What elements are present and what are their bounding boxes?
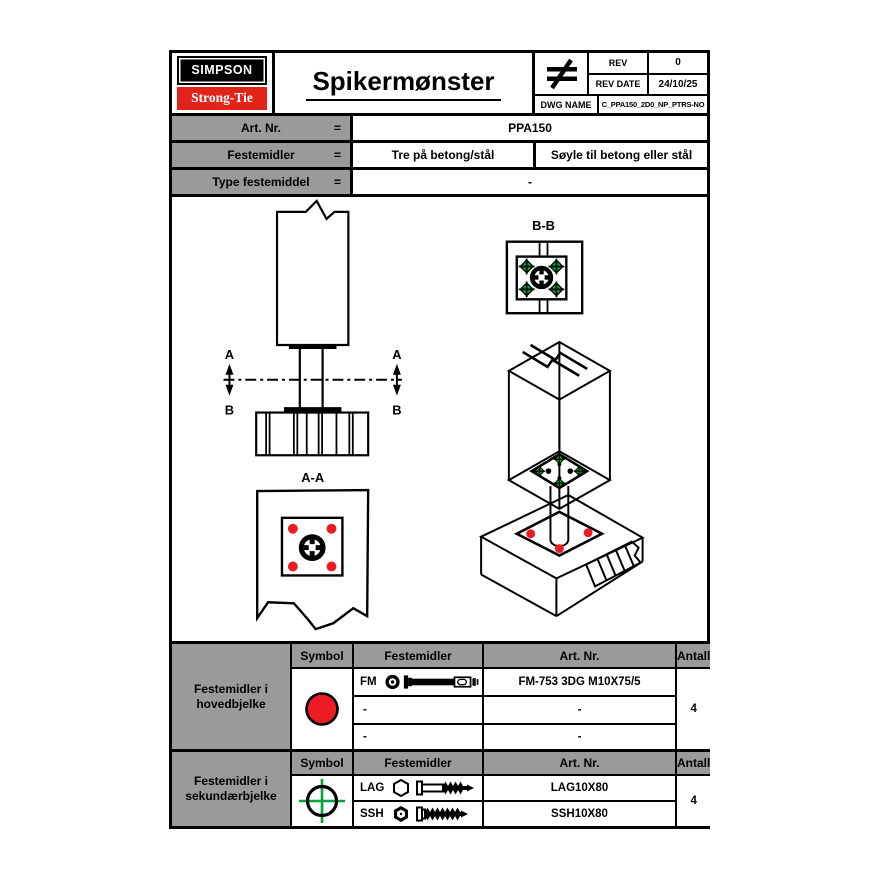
artnr-cell: SSH10X80	[484, 802, 675, 826]
anchor-dot	[288, 524, 298, 534]
anchor-bolt-icon	[384, 672, 482, 692]
festemidler-value-2: Søyle til betong eller stål	[550, 148, 693, 162]
info-row-artnr	[172, 116, 707, 143]
fastener-code: FM	[360, 676, 377, 688]
festemidler-label: Festemidler	[227, 148, 295, 162]
title-block	[172, 53, 707, 116]
col-header-festemidler: Festemidler	[354, 644, 482, 667]
col-header-symbol: Symbol	[292, 644, 352, 667]
view-bb-label: B-B	[532, 217, 555, 233]
section-cut-line	[224, 347, 402, 418]
type-value: -	[528, 175, 532, 189]
fastener-row-lag	[354, 776, 482, 800]
artnr-label: Art. Nr.	[240, 121, 281, 135]
fastener-code: LAG	[360, 782, 385, 794]
logo	[172, 53, 275, 113]
anchor-dot	[526, 529, 535, 538]
section-label-a: A	[392, 346, 402, 362]
anchor-dot	[327, 562, 337, 572]
logo-strongtie: Strong-Tie	[177, 87, 267, 110]
footing	[256, 413, 368, 456]
anchor-dot	[555, 544, 564, 553]
red-circle-icon	[302, 689, 342, 729]
fastener-row-empty: -	[354, 697, 482, 723]
fastener-row-ssh	[354, 802, 482, 826]
logo-simpson: SIMPSON	[177, 56, 267, 85]
fastener-row-fm	[354, 669, 482, 695]
col-header-artnr: Art. Nr.	[484, 752, 675, 774]
crosshair-icon	[297, 777, 347, 825]
dwg-name-value: C_PPA150_2D0_NP_PTRS-NO	[601, 100, 705, 109]
col-header-festemidler: Festemidler	[354, 752, 482, 774]
antall-cell: 4	[677, 776, 710, 826]
fastener-code: SSH	[360, 808, 384, 820]
post-break-lines	[523, 345, 587, 376]
equals-sign: =	[333, 148, 341, 162]
type-label-cell	[172, 170, 353, 194]
antall-cell: 4	[677, 669, 710, 749]
anchor-dot	[584, 528, 593, 537]
post-cross-section-ring	[532, 268, 551, 287]
post-cross-section-ring	[301, 537, 323, 559]
col-header-symbol: Symbol	[292, 752, 352, 774]
page-title: Spikermønster	[306, 66, 500, 101]
structural-screw-icon	[391, 804, 479, 824]
col-header-antall: Antall	[677, 644, 710, 667]
rev-label: REV	[589, 53, 649, 73]
col-header-antall: Antall	[677, 752, 710, 774]
artnr-cell: FM-753 3DG M10X75/5	[484, 669, 675, 695]
drawing-panel	[172, 197, 707, 644]
fastener-table-sekundaerbjelke	[172, 752, 711, 826]
sheet-frame	[169, 50, 710, 829]
section-label-b: B	[392, 402, 402, 418]
fastener-row-empty: -	[354, 725, 482, 749]
lag-screw-icon	[391, 778, 479, 798]
artnr-cell-empty: -	[484, 725, 675, 749]
view-bb	[507, 218, 582, 313]
equals-sign: =	[333, 175, 341, 189]
fastener-table-hovedbjelke	[172, 644, 711, 752]
rev-date-value: 24/10/25	[658, 78, 698, 90]
projection-symbol-cell	[535, 53, 589, 94]
revision-block	[535, 53, 707, 113]
isometric-view	[481, 342, 642, 616]
title-cell	[275, 53, 535, 113]
symbol-cell	[292, 776, 352, 826]
info-row-type	[172, 170, 707, 197]
group-label: Festemidler i hovedbjelke	[172, 644, 290, 749]
col-header-artnr: Art. Nr.	[484, 644, 675, 667]
artnr-cell: LAG10X80	[484, 776, 675, 800]
elevation-view	[256, 201, 368, 455]
rev-date-label: REV DATE	[589, 75, 649, 95]
dwg-name-label: DWG NAME	[535, 96, 599, 113]
equals-sign: =	[333, 121, 341, 135]
group-label: Festemidler i sekundærbjelke	[172, 752, 290, 826]
festemidler-value-1: Tre på betong/stål	[353, 143, 536, 167]
view-aa	[257, 470, 368, 629]
view-aa-label: A-A	[301, 470, 325, 486]
festemidler-label-cell	[172, 143, 353, 167]
not-equal-icon	[541, 57, 581, 91]
post-outline	[277, 201, 348, 345]
section-label-b: B	[224, 402, 235, 418]
info-row-festemidler	[172, 143, 707, 170]
section-label-a: A	[224, 346, 235, 362]
artnr-label-cell	[172, 116, 353, 140]
footing-ribs	[266, 413, 353, 456]
artnr-value: PPA150	[508, 121, 552, 135]
rev-value: 0	[675, 57, 681, 69]
anchor-dot	[327, 524, 337, 534]
artnr-cell-empty: -	[484, 697, 675, 723]
symbol-cell	[292, 669, 352, 749]
technical-drawing	[172, 197, 707, 641]
type-label: Type festemiddel	[212, 175, 310, 189]
anchor-dot	[288, 562, 298, 572]
